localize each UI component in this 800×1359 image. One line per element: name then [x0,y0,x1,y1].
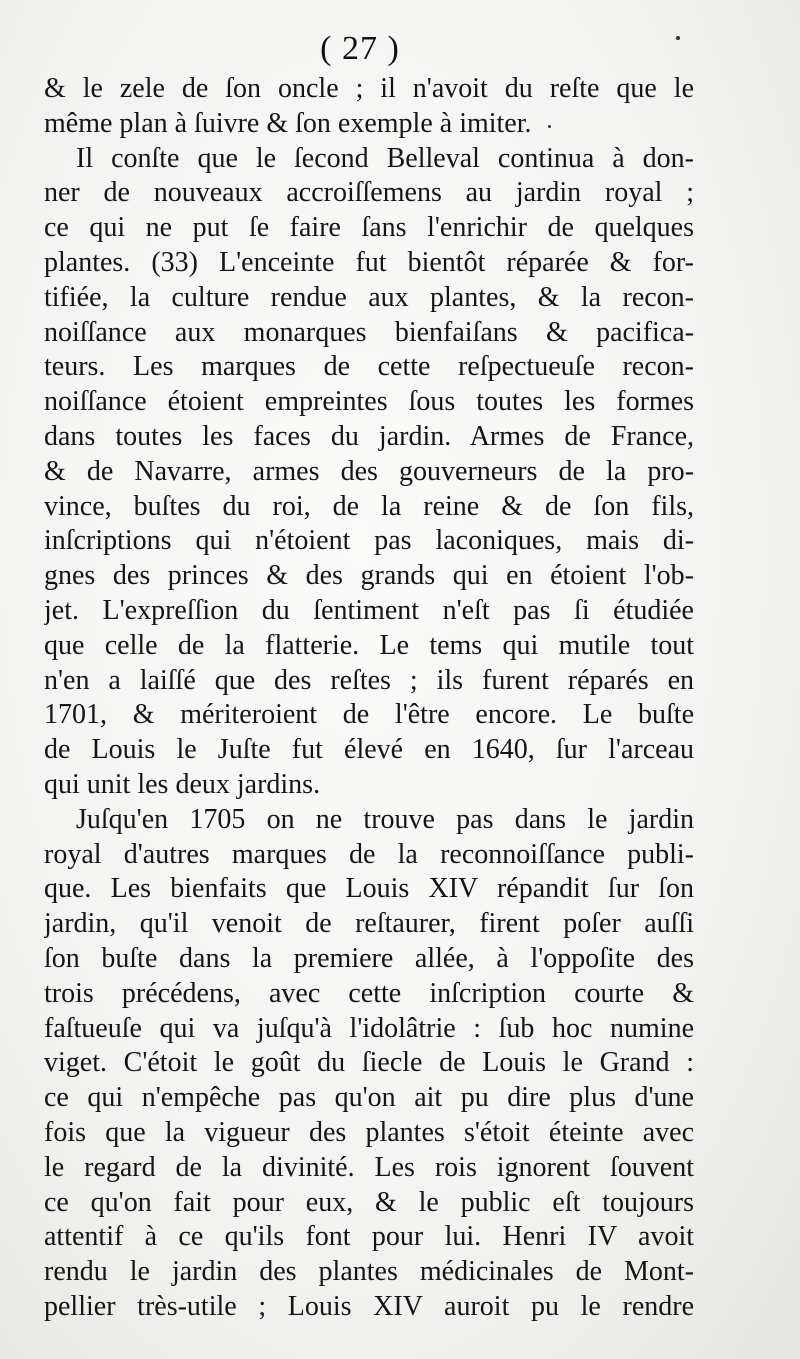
text-line: ce qui n'empêche pas qu'on ait pu dire plus d'une [44,1082,694,1114]
text-line: faſtueuſe qui va juſqu'à l'idolâtrie : ſub hoc numine [44,1012,694,1044]
text-line: jet. L'expreſſion du ſentiment n'eſt pas ſi étudiée [44,594,694,626]
text-line: gnes des princes & des grands qui en étoient l'ob- [44,560,694,592]
paragraph [44,72,694,142]
text-line: fois que la vigueur des plantes s'étoit éteinte avec [44,1116,694,1148]
text-line: pellier très-utile ; Louis XIV auroit pu le rendre [44,1290,694,1322]
text-line: noiſſance aux monarques bienfaiſans & pacifica- [44,316,694,348]
text-line: jardin, qu'il venoit de reſtaurer, firent poſer auſſi [44,908,694,940]
text-line: le regard de la divinité. Les rois ignorent ſouvent [44,1151,694,1183]
text-line: n'en a laiſſé que des reſtes ; ils furent réparés en [44,664,694,696]
text-line: que celle de la flatterie. Le tems qui mutile tout [44,629,694,661]
text-line: inſcriptions qui n'étoient pas laconiques, mais di- [44,525,694,557]
text-line: Juſqu'en 1705 on ne trouve pas dans le jardin [76,803,694,835]
text-line: 1701, & mériteroient de l'être encore. Le buſte [44,699,694,731]
body-text [44,72,694,1325]
text-line: ner de nouveaux accroiſſemens au jardin royal ; [44,177,694,209]
text-line: plantes. (33) L'enceinte fut bientôt réparée & for- [44,246,694,278]
text-line: que. Les bienfaits que Louis XIV répandit ſur ſon [44,873,694,905]
paragraph [44,803,694,1325]
text-line: tifiée, la culture rendue aux plantes, & la recon- [44,281,694,313]
text-line: ſon buſte dans la premiere allée, à l'oppoſite des [44,942,694,974]
text-line: teurs. Les marques de cette reſpectueuſe recon- [44,351,694,383]
text-line: & le zele de ſon oncle ; il n'avoit du reſte que le [44,73,694,104]
paragraph [44,142,694,803]
ink-speck [548,125,551,128]
text-line: noiſſance étoient empreintes ſous toutes les formes [44,386,694,418]
text-line: trois précédens, avec cette inſcription courte & [44,977,694,1009]
text-line: dans toutes les faces du jardin. Armes de France, [44,420,694,452]
text-line: ce qui ne put ſe faire ſans l'enrichir de quelques [44,212,694,244]
text-line: rendu le jardin des plantes médicinales de Mont- [44,1256,694,1288]
text-line: de Louis le Juſte fut élevé en 1640, ſur l'arceau [44,734,694,766]
text-line: qui unit les deux jardins. [44,768,321,800]
ink-speck [676,36,680,40]
text-line: Il conſte que le ſecond Belleval continua à don- [76,142,694,174]
text-line: même plan à ſuivre & ſon exemple à imiter. [44,107,532,139]
page-number: ( 27 ) [320,30,400,67]
text-line: & de Navarre, armes des gouverneurs de la pro- [44,455,694,487]
text-line: viget. C'étoit le goût du ſiecle de Louis le Grand : [44,1047,694,1079]
text-line: vince, buſtes du roi, de la reine & de ſon fils, [44,490,694,522]
text-line: royal d'autres marques de la reconnoiſſance publi- [44,838,694,870]
text-line: ce qu'on fait pour eux, & le public eſt toujours [44,1186,694,1218]
text-line: attentif à ce qu'ils font pour lui. Henri IV avoit [44,1221,694,1253]
